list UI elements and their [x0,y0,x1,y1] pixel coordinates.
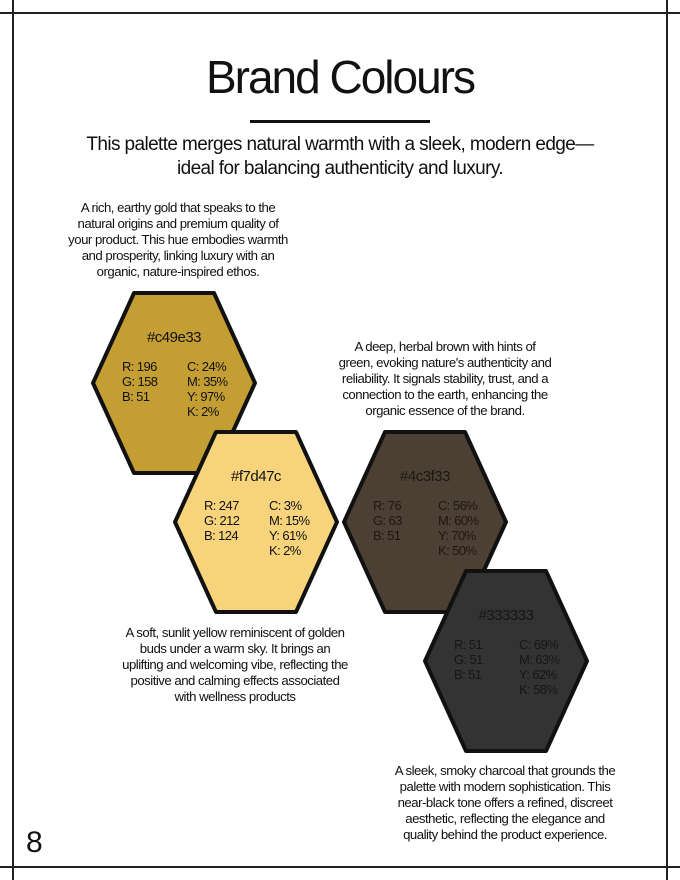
description-line: aesthetic, reflecting the elegance and [405,811,605,826]
cmyk-values [519,637,559,697]
cmyk-k: K: 58% [519,682,558,697]
description-line: organic essence of the brand. [365,403,525,418]
brown-description [290,339,600,419]
description-line: uplifting and welcoming vibe, reflecting the [122,657,348,672]
cmyk-y: Y: 62% [519,667,557,682]
rgb-b: B: 51 [373,528,401,543]
description-line: A soft, sunlit yellow reminiscent of golden [125,625,345,640]
rgb-values [373,498,402,543]
rgb-r: R: 196 [122,359,157,374]
swatch-yellow [171,432,341,612]
description-line: A rich, earthy gold that speaks to the [80,200,276,215]
cmyk-c: C: 56% [438,498,478,513]
yellow-description [70,625,400,705]
rgb-values [122,359,157,404]
rgb-b: B: 124 [204,528,238,543]
rgb-values [204,498,239,543]
cmyk-c: C: 24% [187,359,227,374]
rgb-g: G: 158 [122,374,158,389]
subtitle-line-1: This palette merges natural warmth with a sleek, modern edge— [86,134,594,155]
swatch-charcoal [421,571,591,751]
rgb-g: G: 63 [373,513,402,528]
hex-code-label: #f7d47c [231,468,281,485]
subtitle-line-2: ideal for balancing authenticity and luxury. [176,158,504,179]
rgb-values [454,637,483,682]
description-line: your product. This hue embodies warmth [68,232,288,247]
description-line: reliability. It signals stability, trust, and a [341,371,549,386]
description-line: connection to the earth, enhancing the [342,387,548,402]
description-line: palette with modern sophistication. This [399,779,611,794]
rgb-r: R: 76 [373,498,402,513]
cmyk-c: C: 3% [269,498,302,513]
description-line: with wellness products [174,689,296,704]
cmyk-k: K: 50% [438,543,477,558]
rgb-b: B: 51 [122,389,150,404]
cmyk-m: M: 63% [519,652,560,667]
gold-description [18,200,338,280]
rgb-b: B: 51 [454,667,482,682]
description-line: buds under a warm sky. It brings an [139,641,331,656]
description-line: A sleek, smoky charcoal that grounds the [394,763,616,778]
cmyk-m: M: 15% [269,513,310,528]
cmyk-values [187,359,227,419]
hex-code-label: #333333 [478,607,534,624]
description-line: natural origins and premium quality of [77,216,279,231]
description-line: near-black tone offers a refined, discreet [397,795,613,810]
hex-code-label: #4c3f33 [400,468,450,485]
description-line: A deep, herbal brown with hints of [354,339,536,354]
cmyk-k: K: 2% [269,543,301,558]
cmyk-values [438,498,478,558]
rgb-g: G: 212 [204,513,240,528]
page-number: 8 [26,826,43,859]
rgb-r: R: 51 [454,637,483,652]
charcoal-description [340,763,670,843]
rgb-r: R: 247 [204,498,239,513]
cmyk-m: M: 60% [438,513,479,528]
rgb-g: G: 51 [454,652,483,667]
description-line: organic, nature-inspired ethos. [96,264,260,279]
description-line: and prosperity, linking luxury with an [81,248,275,263]
cmyk-m: M: 35% [187,374,228,389]
description-line: positive and calming effects associated [130,673,340,688]
cmyk-c: C: 69% [519,637,559,652]
hex-code-label: #c49e33 [146,329,202,346]
cmyk-y: Y: 97% [187,389,225,404]
description-line: green, evoking nature's authenticity and [338,355,552,370]
cmyk-values [269,498,309,558]
cmyk-k: K: 2% [187,404,219,419]
page-title: Brand Colours [205,51,475,103]
cmyk-y: Y: 61% [269,528,307,543]
description-line: quality behind the product experience. [403,827,607,842]
cmyk-y: Y: 70% [438,528,476,543]
